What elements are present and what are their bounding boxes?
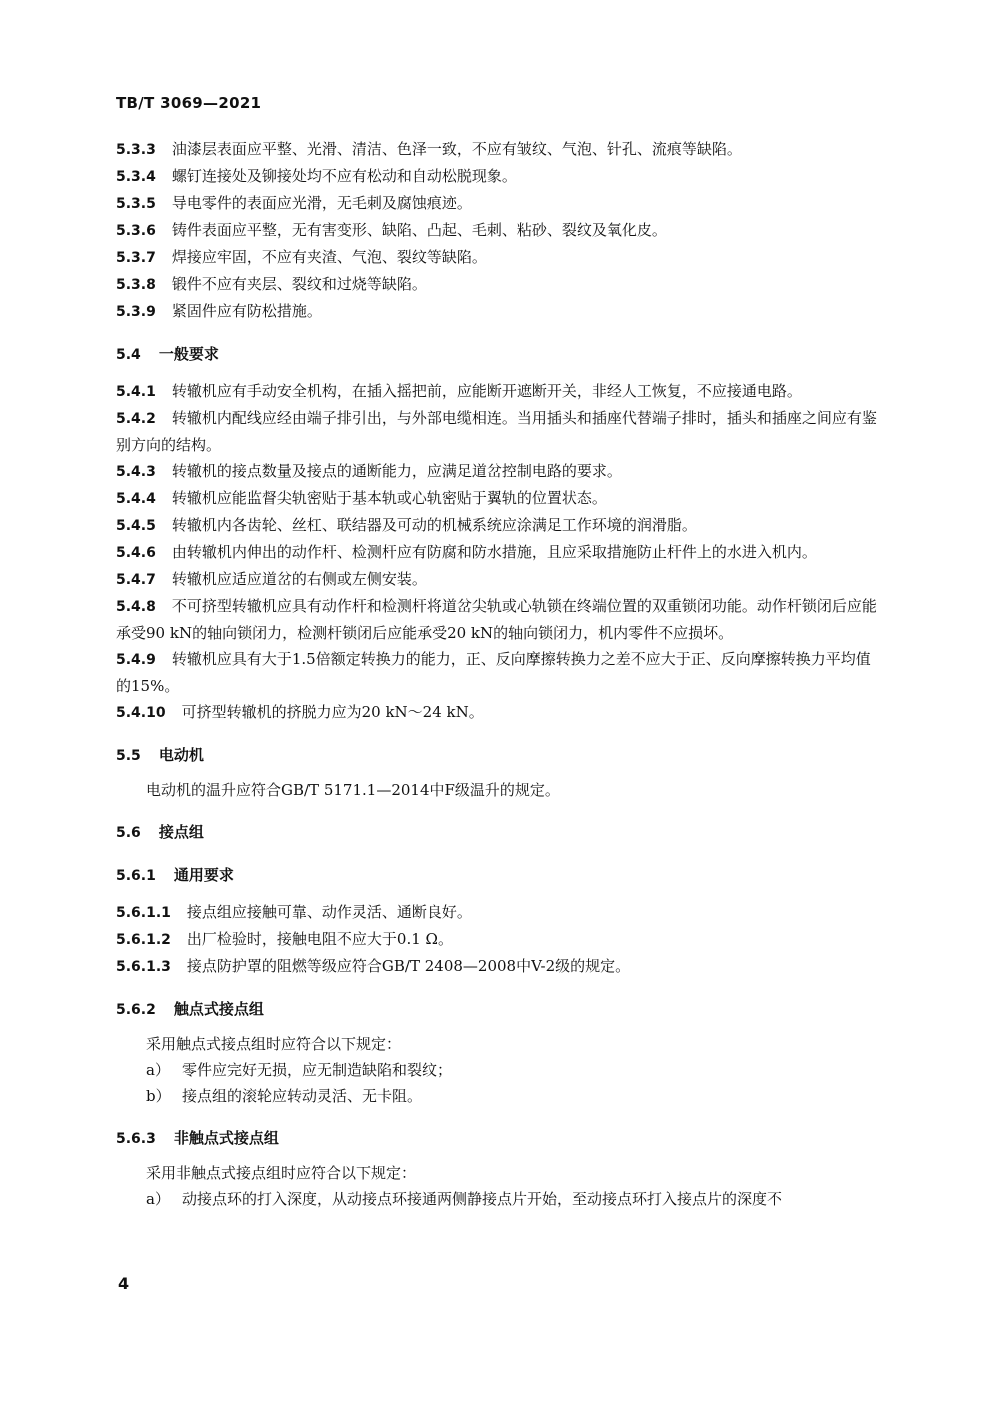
section-heading-5-6-1 xyxy=(116,862,880,889)
clause-number: 5.6.1.3 xyxy=(116,959,171,975)
section-title: 通用要求 xyxy=(173,866,234,884)
clause-number: 5.3.9 xyxy=(116,304,156,320)
clause-5-6-1-3 xyxy=(116,953,880,980)
clause-text: 油漆层表面应平整、光滑、清洁、色泽一致，不应有皱纹、气泡、针孔、流痕等缺陷。 xyxy=(171,140,742,158)
clause-5-3-9 xyxy=(116,298,880,325)
list-item xyxy=(116,1057,880,1083)
clause-text: 由转辙机内伸出的动作杆、检测杆应有防腐和防水措施，且应采取措施防止杆件上的水进入机内。 xyxy=(171,543,817,561)
section-number: 5.6.3 xyxy=(116,1131,156,1147)
section-title: 一般要求 xyxy=(158,345,219,363)
clause-number: 5.4.9 xyxy=(116,652,156,668)
clause-5-4-6 xyxy=(116,539,880,566)
clause-text: 转辙机的接点数量及接点的通断能力，应满足道岔控制电路的要求。 xyxy=(171,462,622,480)
clause-number: 5.4.4 xyxy=(116,491,156,507)
clause-number: 5.4.3 xyxy=(116,464,156,480)
clause-5-4-3 xyxy=(116,458,880,485)
clause-number: 5.4.5 xyxy=(116,518,156,534)
section-title: 接点组 xyxy=(158,823,204,841)
clause-5-6-1-2 xyxy=(116,926,880,953)
clause-number: 5.4.10 xyxy=(116,705,166,721)
paragraph-5-6-3: 采用非触点式接点组时应符合以下规定： xyxy=(146,1164,417,1182)
list-text: 动接点环的打入深度，从动接点环接通两侧静接点片开始，至动接点环打入接点片的深度不 xyxy=(182,1190,783,1208)
clause-text: 转辙机应能监督尖轨密贴于基本轨或心轨密贴于翼轨的位置状态。 xyxy=(171,489,607,507)
list-item xyxy=(116,1186,880,1212)
list-marker: a） xyxy=(146,1061,170,1079)
paragraph-5-5: 电动机的温升应符合GB/T 5171.1—2014中F级温升的规定。 xyxy=(146,781,560,799)
section-number: 5.6.1 xyxy=(116,868,156,884)
clause-text: 可挤型转辙机的挤脱力应为20 kN～24 kN。 xyxy=(181,703,484,721)
section-heading-5-6-2 xyxy=(116,996,880,1023)
section-title: 触点式接点组 xyxy=(173,1000,264,1018)
clause-5-3-5 xyxy=(116,190,880,217)
clause-number: 5.4.1 xyxy=(116,384,156,400)
clause-text: 转辙机应具有大于1.5倍额定转换力的能力，正、反向摩擦转换力之差不应大于正、反向摩擦转换力平均值的15%。 xyxy=(116,650,871,695)
clause-text: 转辙机内配线应经由端子排引出，与外部电缆相连。当用插头和插座代替端子排时，插头和插座之间应有鉴别方向的结构。 xyxy=(116,409,877,454)
clause-text: 接点组应接触可靠、动作灵活、通断良好。 xyxy=(186,903,472,921)
clause-number: 5.6.1.1 xyxy=(116,905,171,921)
clause-text: 导电零件的表面应光滑，无毛刺及腐蚀痕迹。 xyxy=(171,194,472,212)
clause-number: 5.3.6 xyxy=(116,223,156,239)
clause-5-3-4 xyxy=(116,163,880,190)
clause-number: 5.4.6 xyxy=(116,545,156,561)
list-marker: a） xyxy=(146,1190,170,1208)
section-number: 5.4 xyxy=(116,347,141,363)
section-number: 5.6.2 xyxy=(116,1002,156,1018)
clause-text: 不可挤型转辙机应具有动作杆和检测杆将道岔尖轨或心轨锁在终端位置的双重锁闭功能。动作杆锁闭后应能承受90 kN的轴向锁闭力，检测杆锁闭后应能承受20 kN的轴向锁闭力，机内零件不应损坏。 xyxy=(116,597,877,642)
clause-number: 5.3.4 xyxy=(116,169,156,185)
section-heading-5-6 xyxy=(116,819,880,846)
clause-text: 焊接应牢固，不应有夹渣、气泡、裂纹等缺陷。 xyxy=(171,248,487,266)
page-number: 4 xyxy=(118,1274,130,1293)
clause-text: 螺钉连接处及铆接处均不应有松动和自动松脱现象。 xyxy=(171,167,517,185)
clause-5-3-7 xyxy=(116,244,880,271)
clause-text: 紧固件应有防松措施。 xyxy=(171,302,322,320)
clause-number: 5.4.2 xyxy=(116,411,156,427)
section-number: 5.5 xyxy=(116,748,141,764)
clause-text: 锻件不应有夹层、裂纹和过烧等缺陷。 xyxy=(171,275,427,293)
section-heading-5-5 xyxy=(116,742,880,769)
clause-5-4-9 xyxy=(116,646,880,699)
clause-number: 5.3.7 xyxy=(116,250,156,266)
clause-5-3-8 xyxy=(116,271,880,298)
clause-text: 转辙机内各齿轮、丝杠、联结器及可动的机械系统应涂满足工作环境的润滑脂。 xyxy=(171,516,697,534)
clause-text: 接点防护罩的阻燃等级应符合GB/T 2408—2008中V-2级的规定。 xyxy=(186,957,631,975)
list-marker: b） xyxy=(146,1087,171,1105)
section-heading-5-6-3 xyxy=(116,1125,880,1152)
clause-number: 5.4.7 xyxy=(116,572,156,588)
document-body xyxy=(116,136,880,1212)
paragraph-5-6-2: 采用触点式接点组时应符合以下规定： xyxy=(146,1035,402,1053)
section-heading-5-4 xyxy=(116,341,880,368)
clause-number: 5.6.1.2 xyxy=(116,932,171,948)
clause-number: 5.3.3 xyxy=(116,142,156,158)
section-title: 非触点式接点组 xyxy=(173,1129,279,1147)
clause-5-3-3 xyxy=(116,136,880,163)
list-text: 零件应完好无损，应无制造缺陷和裂纹； xyxy=(182,1061,453,1079)
clause-5-4-2 xyxy=(116,405,880,458)
clause-5-4-10 xyxy=(116,699,880,726)
clause-5-4-7 xyxy=(116,566,880,593)
clause-5-4-8 xyxy=(116,593,880,646)
list-text: 接点组的滚轮应转动灵活、无卡阻。 xyxy=(182,1087,423,1105)
clause-text: 出厂检验时，接触电阻不应大于0.1 Ω。 xyxy=(186,930,453,948)
clause-text: 铸件表面应平整，无有害变形、缺陷、凸起、毛刺、粘砂、裂纹及氧化皮。 xyxy=(171,221,667,239)
clause-5-4-1 xyxy=(116,378,880,405)
clause-5-6-1-1 xyxy=(116,899,880,926)
clause-number: 5.4.8 xyxy=(116,599,156,615)
clause-number: 5.3.8 xyxy=(116,277,156,293)
list-item xyxy=(116,1083,880,1109)
section-title: 电动机 xyxy=(158,746,204,764)
clause-text: 转辙机应适应道岔的右侧或左侧安装。 xyxy=(171,570,427,588)
clause-5-4-4 xyxy=(116,485,880,512)
clause-5-4-5 xyxy=(116,512,880,539)
clause-text: 转辙机应有手动安全机构，在插入摇把前，应能断开遮断开关，非经人工恢复，不应接通电路。 xyxy=(171,382,802,400)
clause-number: 5.3.5 xyxy=(116,196,156,212)
doc-code-header: TB/T 3069—2021 xyxy=(116,94,262,112)
clause-5-3-6 xyxy=(116,217,880,244)
section-number: 5.6 xyxy=(116,825,141,841)
